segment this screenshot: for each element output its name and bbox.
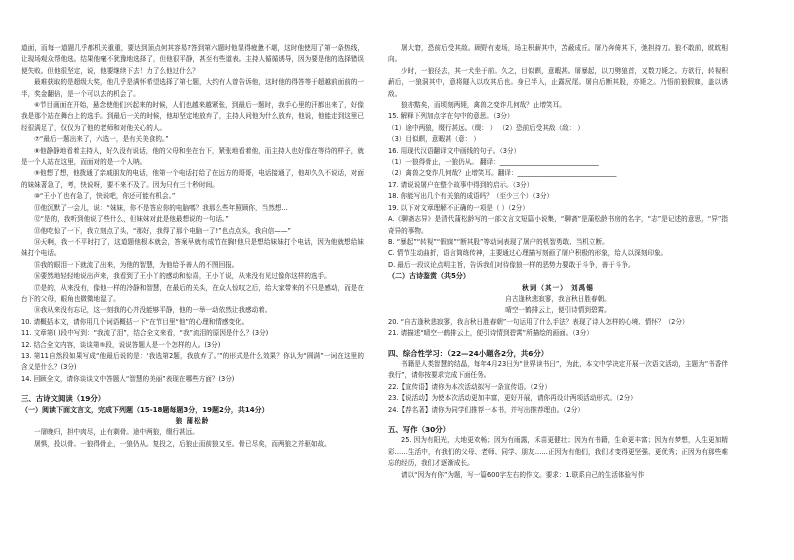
right-paragraph: A.《聊斋志异》是清代蒲松龄写的一部文言文短篇小说集，“聊斋”是蒲松龄书房的名字，“志”是记述的意思，“异”指奇异的事物。 [388, 215, 728, 235]
right-paragraph: （二）古诗鉴赏（共5分） [388, 272, 470, 281]
left-paragraph: 一屠晚归，担中肉尽，止有剩骨。途中两狼，缀行甚远。 [34, 428, 199, 437]
right-paragraph: （3）目似瞑，意暇甚（意： ） [388, 135, 481, 144]
right-paragraph: 狼亦黠矣，而顷刻两毙，禽兽之变诈几何哉？止增笑耳。 [401, 101, 566, 110]
left-paragraph: ⑰是的，从来没有，像他一样的冷静和智慧，在最后的关头，在众人惊叹之后，给大家带来的不只是感动，而是在台下的父母，眼角也微微地湿了。 [21, 283, 364, 303]
left-paragraph [21, 385, 364, 390]
right-paragraph: 晴空一鹤排云上，便引诗情到碧霄。 [505, 306, 611, 315]
right-paragraph: （2）禽兽之变诈几何哉？止增笑耳。翻译：______________________________ [388, 169, 617, 178]
left-paragraph: ⑱我从来没有忘记，这一刻我的心并没能够平静，他的一举一动依然让我感动着。 [34, 306, 272, 315]
right-column [388, 43, 728, 481]
right-paragraph [388, 340, 728, 345]
right-paragraph: 22.【宣传语】请你为本次活动拟写一条宣传语。（2分） [388, 382, 552, 391]
left-paragraph: ⑬他吃惊了一下，我立刻点了头，“那好，我得了那个电脑一了!”也点点头，我自信——” [34, 226, 291, 235]
right-paragraph: D. 最后一段议论点明主旨，告诉我们对待像狼一样的恶势力要敢于斗争，善于斗争。 [388, 260, 635, 269]
left-paragraph: 13. 第11自然段如果写成“他最后说的是：‘我选第2题，我放弃了。’”的形式是什么效果？你认为“圆满”一词在这里的含义是什么？(3分) [21, 351, 364, 372]
left-paragraph: 14. 回顾全文，请你谈谈文中答题人“智慧的美丽”表现在哪些方面？(3分) [21, 374, 235, 383]
right-paragraph: 少时，一狼径去，其一犬坐于前。久之，目似瞑，意暇甚。屠暴起，以刀劈狼首，又数刀毙之。方欲行，转视积薪后，一狼洞其中，意将隧入以攻其后也。身已半入，止露尻尾。屠自后断其股，亦毙之。乃悟前狼假寐，盖以诱敌。 [388, 66, 728, 98]
left-paragraph: ⑪他沉默了一会儿，说：“妹妹，你不是答应你的电脑嗎？我那么些年照顾你，当然想... [34, 203, 288, 212]
left-paragraph: 10. 请概括本文，请你用几个词语概括一下“在节目里“他”的心理和情感变化。 [21, 317, 249, 326]
left-paragraph: ⑫“是的，我听到他说了些什么，但妹妹对此是他最想说的一句话。” [34, 215, 229, 224]
left-paragraph: ⑦“最后一题出来了，六选一，是有关美食的。” [34, 135, 169, 144]
right-paragraph: 20. “自古逢秋悲寂寥，我言秋日胜春朝”一句运用了什么手法？表现了诗人怎样的心境、情怀？（2分） [388, 317, 689, 326]
right-paragraph: 请以“因为有你”为题，写一篇600字左右的作文。要求：1.联系自己的生活体验写作 [401, 470, 645, 479]
right-paragraph: 17. 请说说屠户在整个故事中得到的启示。（3分） [388, 180, 534, 189]
left-paragraph: （一）阅读下面文言文，完成下列题（15-18题每题3分，19题2分，共14分） [21, 405, 269, 414]
right-paragraph: （1）一狼得骨止，一狼仍从。 翻译：______________________________ [388, 158, 599, 167]
left-paragraph: 狼 蒲松龄 [175, 417, 210, 425]
left-paragraph: 最难获取的是超级大奖，他几乎是满怀希望选择了第七题，大约有人曾告诉他，这时他的得答等于超越前面前的一半，奖金翻倍，是一个可以去的机会了。 [21, 78, 364, 98]
left-paragraph: ⑭天啊，我一不平时打了，这道题他根本就会，答案早就有成竹在胸!他只是想给妹妹打个电话，因为他就想给妹妹打个电话。 [21, 237, 364, 258]
right-paragraph: 24.【荐名著】请你为同学们推荐一本书，并写出推荐理由。（2分） [388, 405, 585, 414]
right-paragraph: 书籍是人类智慧的结晶，每年4月23日为“世界读书日”，为此，本文中学决定开展一次语文活动，主题为“书香伴我行”，请你按要求完成下面任务。 [388, 359, 728, 380]
right-paragraph: B. “暴起”“转视”“假寐”“断其股”等动词表现了屠户的机智勇敢、当机立断。 [388, 237, 609, 246]
right-paragraph [388, 416, 728, 421]
right-paragraph: （1）途中两狼，缀行甚远。（缀： ） （2）恐前后受其敌（敌： ） [388, 123, 585, 132]
right-paragraph: 秋词（其一） 刘禹锡 [522, 283, 594, 292]
left-paragraph: ⑩“王小丫也有急了，快说吧，你还可能有机会。” [34, 192, 176, 201]
right-paragraph: 18. 你能写出几个有关狼的成语吗？（至少三个）（3分） [388, 192, 554, 201]
right-paragraph: 21. 请描述“晴空一鹤排云上，便引诗情到碧霄”所描绘的画面。（3分） [388, 329, 593, 338]
right-paragraph: 23.【说活动】为使本次活动更加丰富，更好开展，请你再设计两项活动形式。（2分） [388, 394, 637, 403]
right-paragraph: 五、写作（30分） [388, 425, 451, 434]
right-paragraph: 25. 因为有阳光，大地更欢畅；因为有雨露，禾苗更健壮；因为有书籍，生命更丰富；因为有梦想，人生更加精彩……生活中，有我们的父母、老师、同学、朋友……正因为有他们，我们才变得更坚强、更优秀；正因为有那些难忘的经历，我们才逐渐成长。 [388, 436, 728, 468]
left-paragraph: 屠惧，投以骨。一狼得骨止，一狼仍从。复投之，后狼止而前狼又至。骨已尽矣，而两狼之并驱如故。 [34, 439, 331, 448]
left-column [21, 43, 364, 450]
left-paragraph: ⑨他想了想，他拨通了亲戚朋友的电话，他第一个电话打给了在远方的哥哥，电话接通了，他却久久不说话，对面的妹妹著急了，考，快说呀，要不来不及了。因为只有三十秒时间。 [21, 169, 364, 189]
left-paragraph: ⑮我的眼泪一下就流了出来，为他的智慧，为他给予善人的不图回报。 [34, 260, 239, 269]
left-paragraph: 三、古诗文阅读（19分） [21, 394, 106, 404]
left-paragraph: 11. 文章第( )段中写到：“我流了泪”，结合全文来看，“我”流泪的原因是什么？(3分) [21, 329, 269, 338]
right-paragraph: 自古逢秋悲寂寥，我言秋日胜春朝。 [505, 294, 611, 303]
left-paragraph: ⑥节目画面在开始，悬念使他们兴起来的时候，人们也越来越紧张，到最后一题时，我手心里的汗都出来了，好像我是那个站在舞台上的选手。到最后一关的时候，他却坚定地放弃了，主持人问他为什么放弃，他说，他能走到这里已经很满足了，仅仅为了他的老师和对他关心的人。 [21, 101, 364, 132]
right-paragraph: 屠大窘，恐前后受其敌。顾野有麦场，场主积薪其中，苫蔽成丘。屠乃奔倚其下，弛担持刀。狼不敢前，眈眈相向。 [388, 44, 728, 64]
right-paragraph: 四、综合性学习：（22—24小题各2分，共6分） [388, 348, 549, 358]
right-paragraph: 19. 以下对文章理解不正确的一项是（ ）（2分） [388, 203, 529, 212]
right-paragraph: 15. 解释下列加点字在句中的意思。（3分） [388, 112, 514, 121]
left-paragraph: 道面，而每一道题几乎都机关重重，要达到顶点何其容易?答到第六题时他显得疲惫不堪，这时他使用了第一条热线，让现场观众帮他选。结果他毫不犹豫地选择了，但他很平静，甚至有些道表。主持人循循诱导，因为要是他的选择错误便失败。但他很坚定，说，他要继续下去！力了么他过什么？ [21, 44, 364, 75]
right-paragraph: C. 情节生动曲折，语言简练传神，主要通过心理描写刻画了屠户积极的形象，给人以深刻印象。 [388, 249, 668, 258]
left-paragraph: ⑧他静静地看着主持人，好久没有说话，他的父母和坐在台下，紧张地看着他，而主持人也好像在等待的样子，就是一个人站在这里，而面对的是一个人呐。 [21, 146, 364, 167]
left-paragraph: 12. 结合全文内容，谈谈第⑤段，说说答题人是一个怎样的人。(3分) [21, 340, 221, 349]
right-paragraph: 16. 用现代汉语翻译文中画线的句子。（3分） [388, 146, 521, 155]
left-paragraph: ⑯要然地轻轻地说出声来，我看到了王小丫的感动和惊喜，王小丫说，从来没有见过像你这样的选手。 [34, 272, 331, 281]
